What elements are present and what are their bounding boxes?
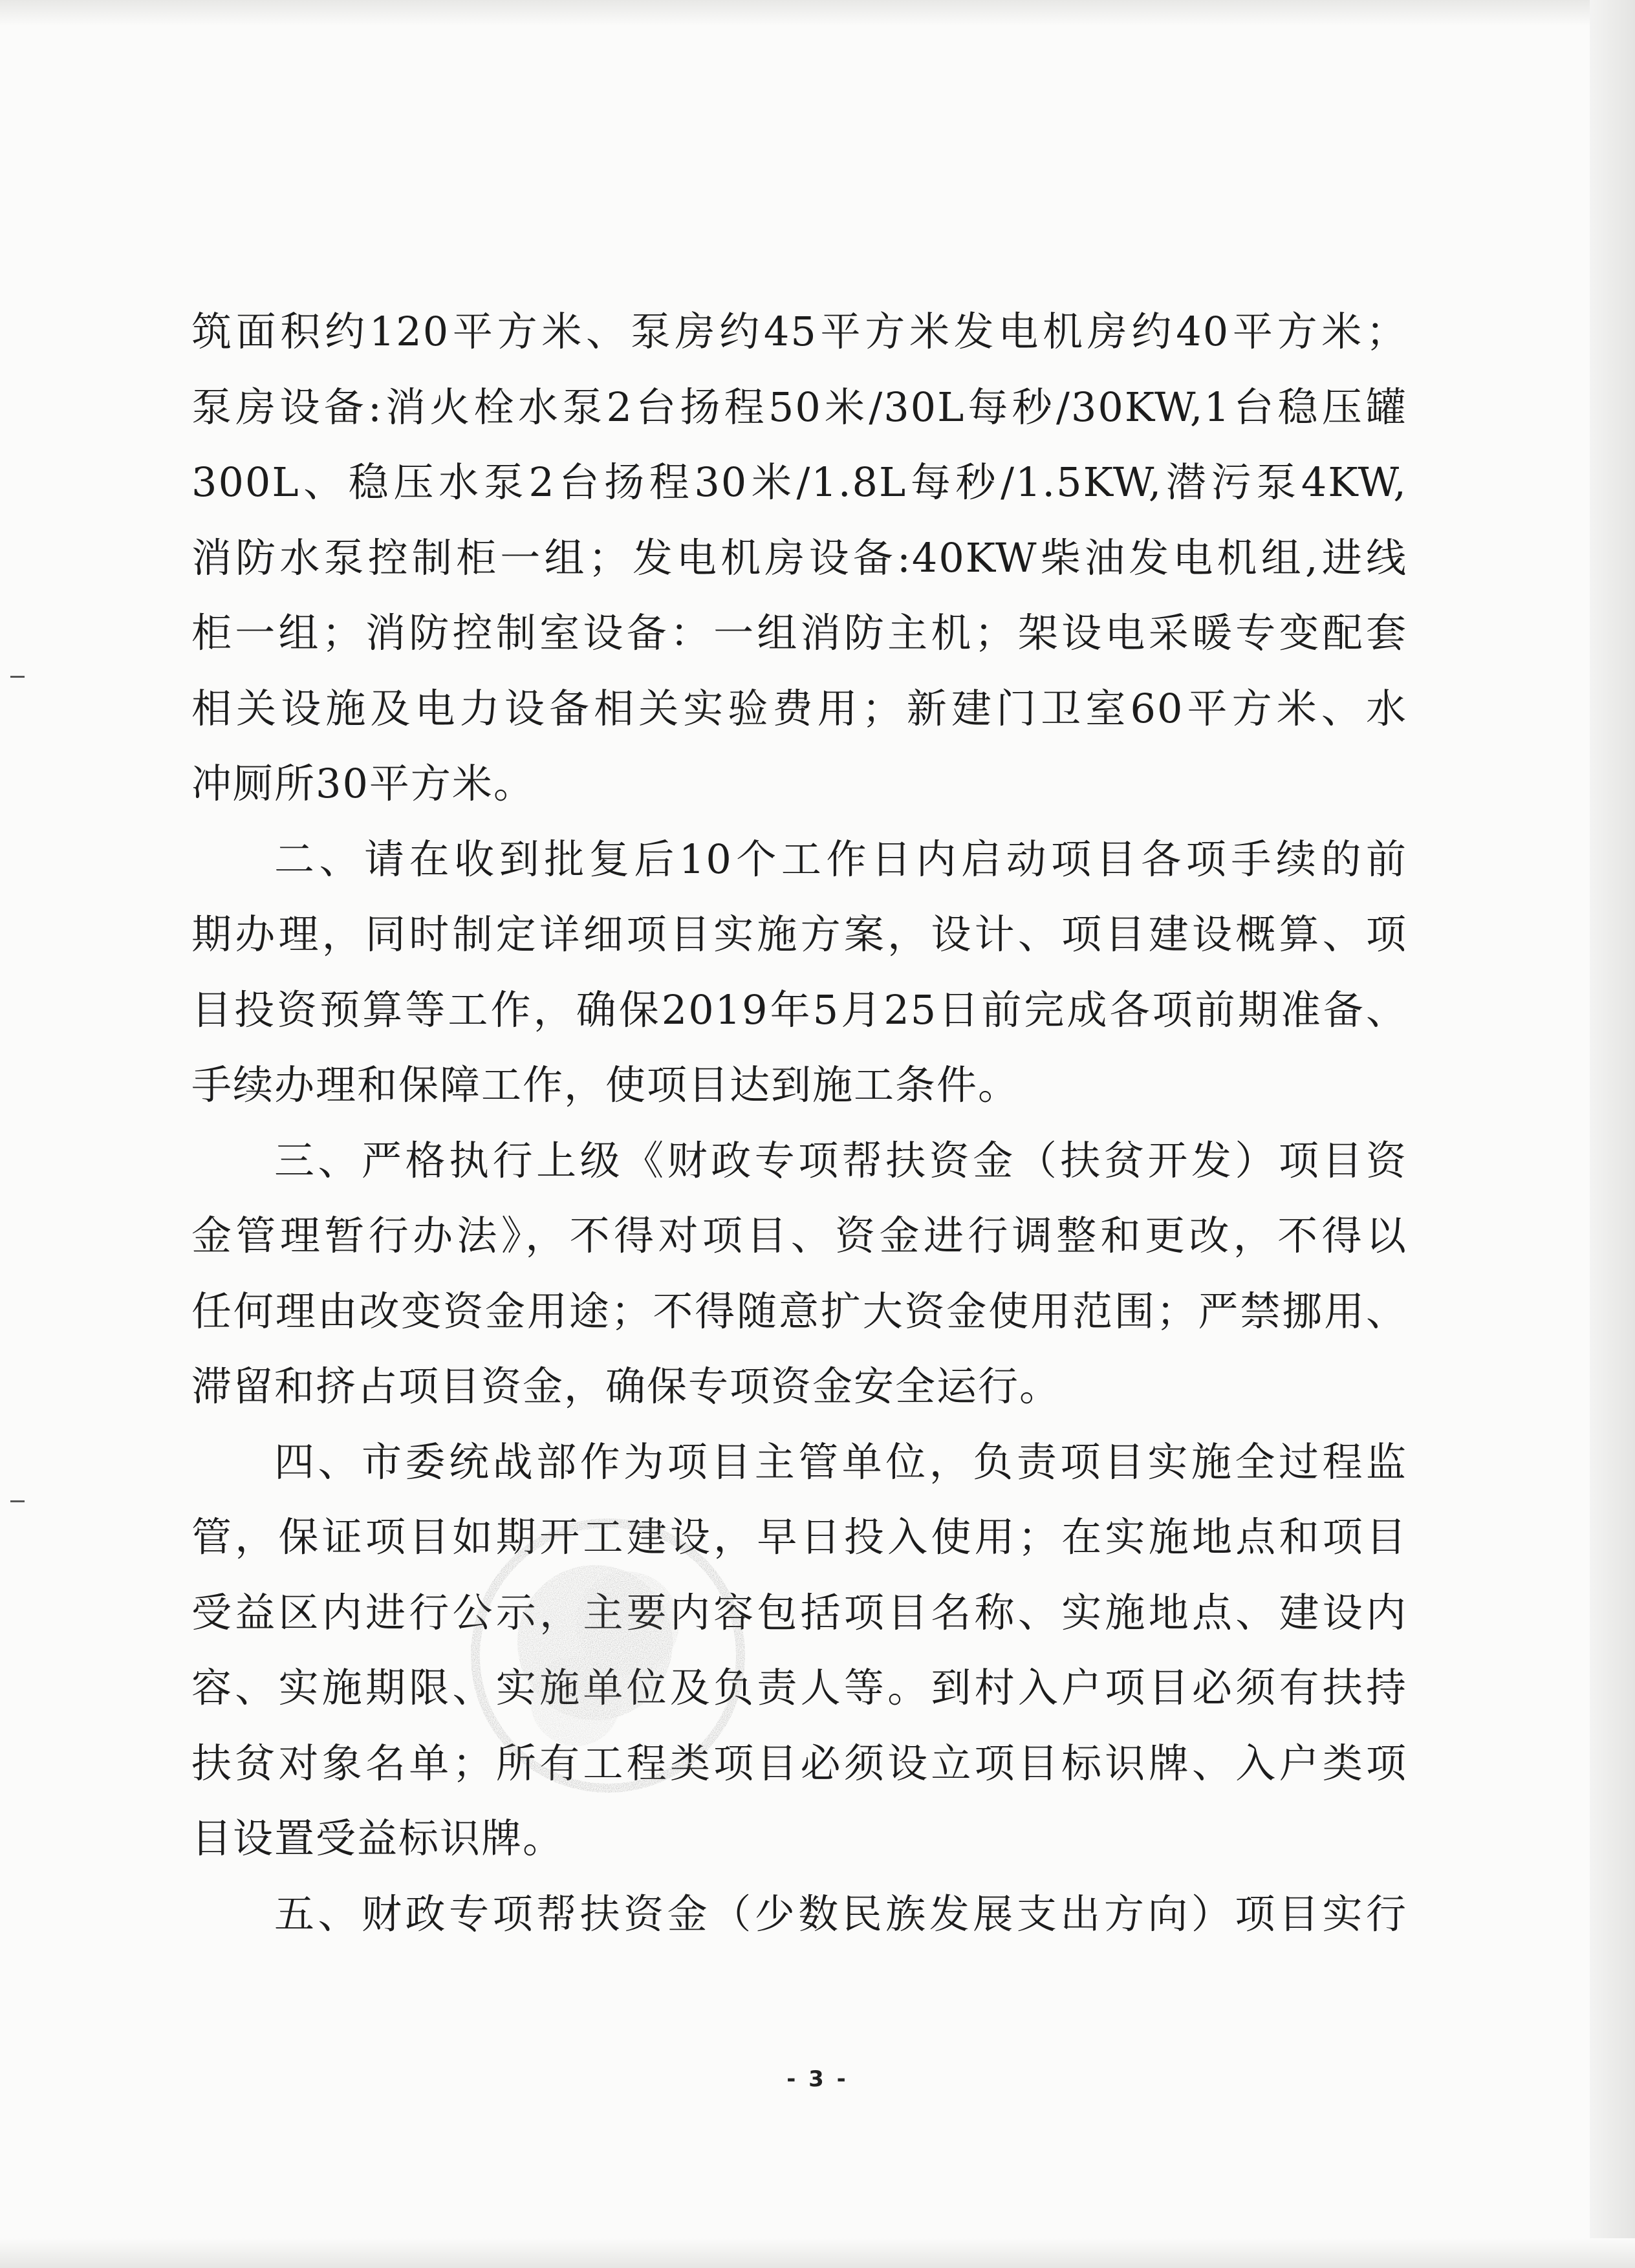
scan-shadow-right (1590, 0, 1635, 2268)
text-line: 三、严格执行上级《财政专项帮扶资金（扶贫开发）项目资 (274, 1136, 1407, 1184)
text-line: 目设置受益标识牌。 (191, 1815, 565, 1862)
text-line: 滞留和挤占项目资金，确保专项资金安全运行。 (191, 1363, 1061, 1410)
scan-shadow-top (0, 0, 1635, 26)
text-line: 300L、稳压水泵2台扬程30米/1.8L每秒/1.5KW,潜污泵4KW, (191, 459, 1407, 506)
text-line: 扶贫对象名单；所有工程类项目必须设立项目标识牌、入户类项 (191, 1739, 1407, 1787)
text-line: 五、财政专项帮扶资金（少数民族发展支出方向）项目实行 (274, 1890, 1407, 1938)
text-line: 筑面积约120平方米、泵房约45平方米发电机房约40平方米； (191, 308, 1407, 355)
text-line: 管，保证项目如期开工建设，早日投入使用；在实施地点和项目 (191, 1513, 1407, 1561)
text-line: 手续办理和保障工作，使项目达到施工条件。 (191, 1061, 1020, 1108)
text-line: 受益区内进行公示，主要内容包括项目名称、实施地点、建设内 (191, 1588, 1407, 1636)
scan-shadow-bottom (0, 2238, 1635, 2268)
text-line: 二、请在收到批复后10个工作日内启动项目各项手续的前 (274, 835, 1407, 883)
text-line: 目投资预算等工作，确保2019年5月25日前完成各项前期准备、 (191, 986, 1407, 1033)
official-seal-stamp (446, 1494, 770, 1817)
text-line: 任何理由改变资金用途；不得随意扩大资金使用范围；严禁挪用、 (191, 1287, 1407, 1335)
text-line: 消防水泵控制柜一组；发电机房设备:40KW柴油发电机组,进线 (191, 534, 1407, 581)
page-number: - 3 - (786, 2066, 849, 2092)
margin-mark (10, 676, 25, 678)
document-body (191, 294, 1407, 1952)
text-line: 相关设施及电力设备相关实验费用；新建门卫室60平方米、水 (191, 684, 1407, 732)
text-line: 泵房设备:消火栓水泵2台扬程50米/30L每秒/30KW,1台稳压罐 (191, 383, 1407, 431)
text-line: 柜一组；消防控制室设备：一组消防主机；架设电采暖专变配套 (191, 609, 1407, 656)
text-line: 金管理暂行办法》，不得对项目、资金进行调整和更改，不得以 (191, 1212, 1407, 1259)
text-line: 容、实施期限、实施单位及负责人等。到村入户项目必须有扶持 (191, 1664, 1407, 1711)
margin-mark (10, 1500, 25, 1502)
text-line: 四、市委统战部作为项目主管单位，负责项目实施全过程监 (274, 1438, 1407, 1485)
text-line: 冲厕所30平方米。 (191, 760, 535, 807)
text-line: 期办理，同时制定详细项目实施方案，设计、项目建设概算、项 (191, 911, 1407, 958)
